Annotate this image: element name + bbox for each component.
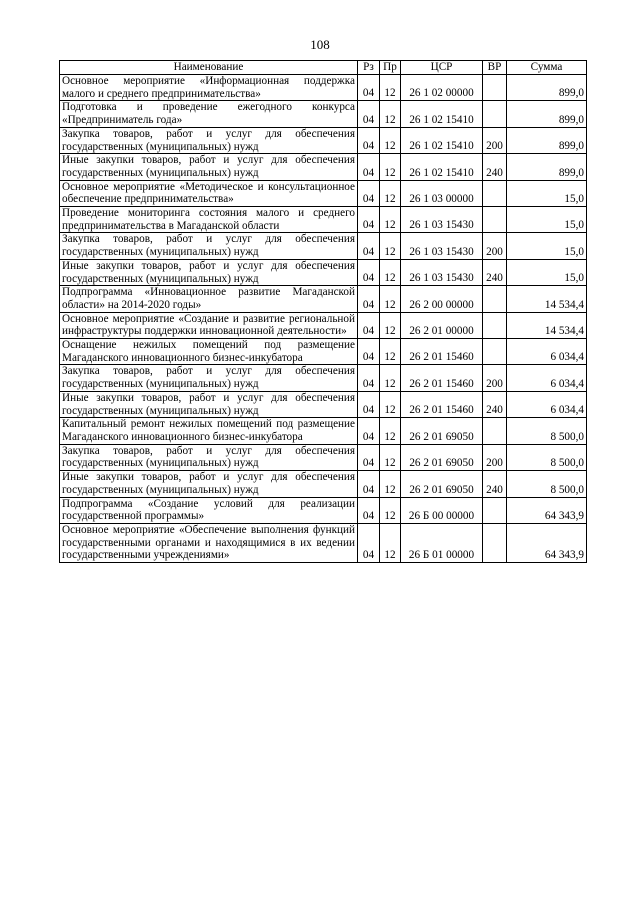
cell-name: Проведение мониторинга состояния малого и среднего предпринимательства в Магаданской области [60,207,358,233]
cell-rz: 04 [358,127,380,153]
cell-pr: 12 [380,180,401,206]
cell-vr [483,75,507,101]
cell-sum: 15,0 [507,207,587,233]
header-rz: Рз [358,61,380,75]
cell-csr: 26 2 01 15460 [401,365,483,391]
cell-pr: 12 [380,365,401,391]
cell-csr: 26 1 03 15430 [401,233,483,259]
cell-pr: 12 [380,75,401,101]
cell-name: Основное мероприятие «Методическое и консультационное обеспечение предпринимательства» [60,180,358,206]
cell-sum: 6 034,4 [507,339,587,365]
cell-pr: 12 [380,497,401,523]
cell-rz: 04 [358,391,380,417]
cell-pr: 12 [380,471,401,497]
cell-sum: 8 500,0 [507,471,587,497]
cell-vr [483,286,507,312]
cell-vr: 200 [483,365,507,391]
cell-vr: 240 [483,471,507,497]
table-row [60,127,587,153]
cell-name: Закупка товаров, работ и услуг для обеспечения государственных (муниципальных) нужд [60,233,358,259]
header-vr: ВР [483,61,507,75]
cell-name: Иные закупки товаров, работ и услуг для обеспечения государственных (муниципальных) нужд [60,259,358,285]
table-row [60,471,587,497]
cell-rz: 04 [358,259,380,285]
cell-name: Иные закупки товаров, работ и услуг для обеспечения государственных (муниципальных) нужд [60,471,358,497]
cell-rz: 04 [358,444,380,470]
cell-name: Основное мероприятие «Создание и развитие региональной инфраструктуры поддержки инновационной деятельности» [60,312,358,338]
table-row [60,101,587,127]
cell-rz: 04 [358,471,380,497]
cell-sum: 6 034,4 [507,391,587,417]
cell-pr: 12 [380,207,401,233]
cell-csr: 26 1 02 00000 [401,75,483,101]
cell-name: Подпрограмма «Инновационное развитие Магаданской области» на 2014-2020 годы» [60,286,358,312]
cell-name: Оснащение нежилых помещений под размещение Магаданского инновационного бизнес-инкубатора [60,339,358,365]
cell-csr: 26 2 01 00000 [401,312,483,338]
page-number: 108 [310,37,330,52]
cell-vr [483,418,507,444]
table-row [60,233,587,259]
table-row [60,365,587,391]
table-row [60,259,587,285]
cell-name: Иные закупки товаров, работ и услуг для обеспечения государственных (муниципальных) нужд [60,391,358,417]
cell-pr: 12 [380,233,401,259]
cell-vr [483,497,507,523]
cell-rz: 04 [358,233,380,259]
cell-rz: 04 [358,101,380,127]
cell-csr: 26 1 02 15410 [401,101,483,127]
cell-vr: 240 [483,154,507,180]
table-row [60,523,587,562]
cell-csr: 26 1 03 15430 [401,207,483,233]
cell-sum: 899,0 [507,75,587,101]
cell-rz: 04 [358,312,380,338]
cell-pr: 12 [380,523,401,562]
cell-csr: 26 2 01 15460 [401,339,483,365]
cell-rz: 04 [358,523,380,562]
cell-sum: 15,0 [507,233,587,259]
header-pr: Пр [380,61,401,75]
header-sum: Сумма [507,61,587,75]
cell-pr: 12 [380,154,401,180]
cell-vr: 200 [483,233,507,259]
cell-rz: 04 [358,365,380,391]
cell-rz: 04 [358,207,380,233]
cell-vr [483,180,507,206]
table-row [60,286,587,312]
cell-name: Капитальный ремонт нежилых помещений под размещение Магаданского инновационного бизнес-инкубатора [60,418,358,444]
cell-name: Основное мероприятие «Обеспечение выполнения функций государственными органами и находящимися в их ведении государственными учреждениями» [60,523,358,562]
cell-sum: 64 343,9 [507,523,587,562]
table-row [60,75,587,101]
cell-pr: 12 [380,259,401,285]
table-row [60,497,587,523]
cell-vr [483,312,507,338]
cell-csr: 26 2 01 69050 [401,418,483,444]
header-csr: ЦСР [401,61,483,75]
cell-rz: 04 [358,339,380,365]
cell-sum: 6 034,4 [507,365,587,391]
cell-pr: 12 [380,418,401,444]
table-row [60,312,587,338]
cell-sum: 15,0 [507,259,587,285]
cell-pr: 12 [380,444,401,470]
cell-rz: 04 [358,418,380,444]
cell-vr: 200 [483,127,507,153]
cell-name: Закупка товаров, работ и услуг для обеспечения государственных (муниципальных) нужд [60,127,358,153]
cell-sum: 8 500,0 [507,418,587,444]
cell-sum: 64 343,9 [507,497,587,523]
cell-pr: 12 [380,101,401,127]
cell-pr: 12 [380,312,401,338]
table-row [60,207,587,233]
cell-vr [483,101,507,127]
cell-csr: 26 1 03 15430 [401,259,483,285]
cell-pr: 12 [380,127,401,153]
cell-csr: 26 2 01 69050 [401,444,483,470]
cell-name: Закупка товаров, работ и услуг для обеспечения государственных (муниципальных) нужд [60,444,358,470]
cell-rz: 04 [358,180,380,206]
table-row [60,418,587,444]
cell-vr [483,207,507,233]
cell-csr: 26 1 02 15410 [401,154,483,180]
cell-vr [483,339,507,365]
cell-rz: 04 [358,497,380,523]
cell-sum: 899,0 [507,154,587,180]
cell-csr: 26 Б 01 00000 [401,523,483,562]
cell-name: Подпрограмма «Создание условий для реализации государственной программы» [60,497,358,523]
cell-rz: 04 [358,154,380,180]
cell-vr [483,523,507,562]
table-row [60,391,587,417]
cell-csr: 26 Б 00 00000 [401,497,483,523]
cell-sum: 8 500,0 [507,444,587,470]
cell-name: Закупка товаров, работ и услуг для обеспечения государственных (муниципальных) нужд [60,365,358,391]
cell-sum: 899,0 [507,101,587,127]
cell-rz: 04 [358,286,380,312]
budget-table [59,60,587,563]
cell-sum: 14 534,4 [507,312,587,338]
cell-csr: 26 1 02 15410 [401,127,483,153]
cell-csr: 26 2 01 15460 [401,391,483,417]
cell-name: Иные закупки товаров, работ и услуг для обеспечения государственных (муниципальных) нужд [60,154,358,180]
cell-csr: 26 1 03 00000 [401,180,483,206]
cell-name: Основное мероприятие «Информационная поддержка малого и среднего предпринимательства» [60,75,358,101]
cell-csr: 26 2 01 69050 [401,471,483,497]
cell-pr: 12 [380,391,401,417]
table-row [60,339,587,365]
cell-pr: 12 [380,286,401,312]
table-row [60,154,587,180]
table-body [60,75,587,563]
table-header-row [60,61,587,75]
cell-vr: 240 [483,391,507,417]
cell-rz: 04 [358,75,380,101]
cell-vr: 200 [483,444,507,470]
cell-sum: 15,0 [507,180,587,206]
cell-vr: 240 [483,259,507,285]
cell-pr: 12 [380,339,401,365]
cell-csr: 26 2 00 00000 [401,286,483,312]
cell-sum: 899,0 [507,127,587,153]
table-row [60,444,587,470]
cell-name: Подготовка и проведение ежегодного конкурса «Предприниматель года» [60,101,358,127]
table-row [60,180,587,206]
header-name: Наименование [60,61,358,75]
cell-sum: 14 534,4 [507,286,587,312]
